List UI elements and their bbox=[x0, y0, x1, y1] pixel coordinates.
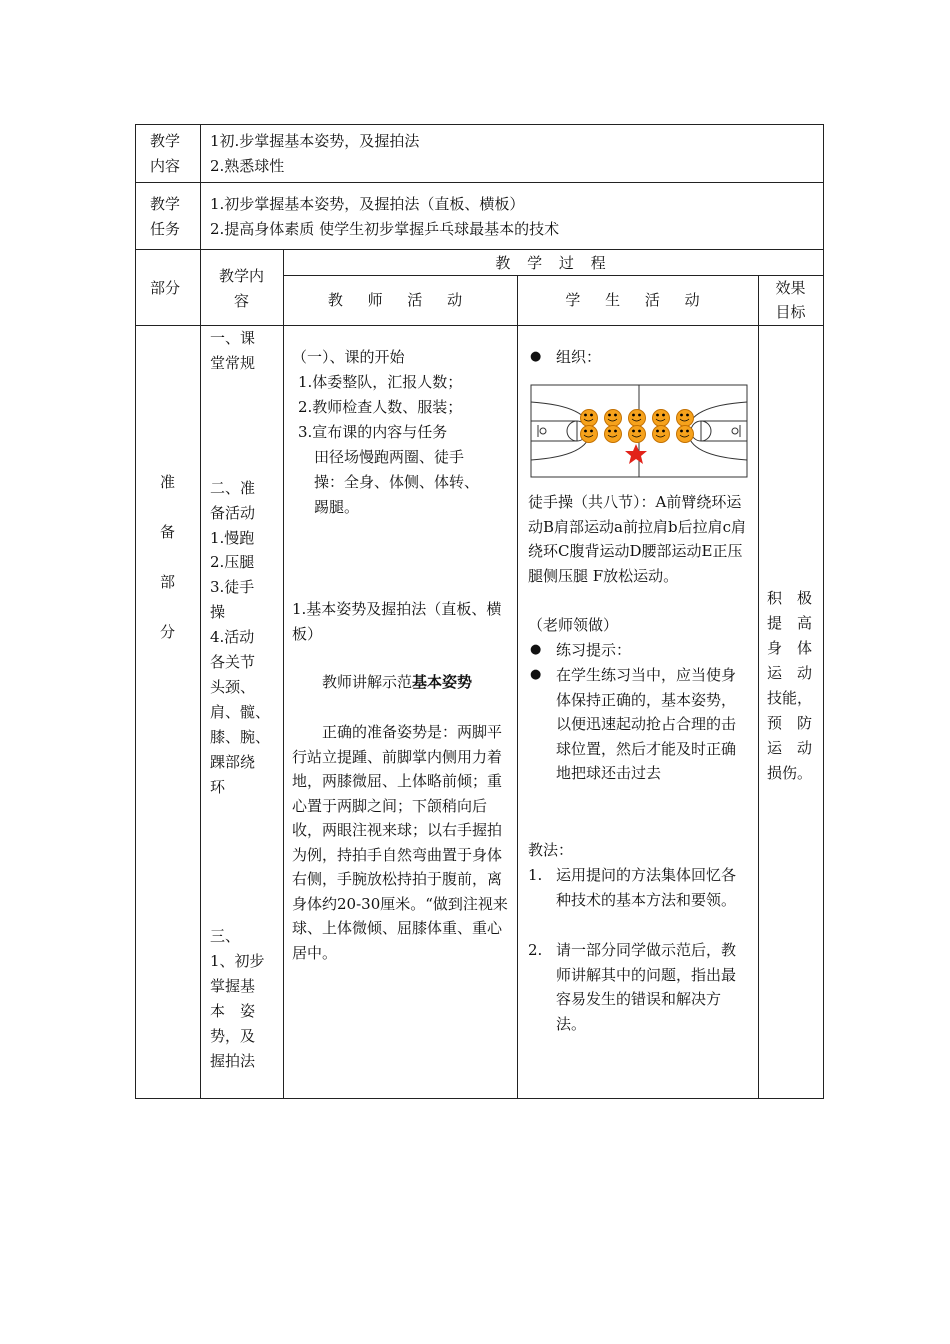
column-part: 部分 bbox=[150, 279, 181, 297]
task-label: 任务 bbox=[150, 220, 181, 238]
court-ring-left bbox=[540, 428, 546, 434]
organize-label: 组织： bbox=[556, 348, 602, 366]
method-number: 2. bbox=[528, 941, 543, 959]
exercise-text: 徒手操（共八节）：A前臂绕环运动B肩部运动a前拉肩b后拉肩c肩绕环C腹背运动D腰部运动E正压腿侧压腿 F放松运动。 bbox=[528, 493, 746, 585]
teacher-item-cont: 踢腿。 bbox=[314, 498, 360, 516]
bullet-icon: ● bbox=[530, 642, 542, 657]
task-label: 教学 bbox=[150, 195, 181, 213]
column-teacher: 教 师 活 动 bbox=[327, 291, 473, 309]
part-name: 准 bbox=[159, 473, 175, 491]
tip-text: 在学生练习当中，应当使身体保持正确的，基本姿势，以便迅速起动抢占合理的击球位置，然后才能及时正确地把球还击过去 bbox=[556, 666, 737, 782]
part-name: 备 bbox=[159, 523, 175, 541]
smiley-faces bbox=[580, 409, 694, 443]
column-content: 容 bbox=[233, 292, 249, 310]
task-line: 1.初步掌握基本姿势，及握拍法（直板、横板） bbox=[210, 195, 525, 213]
tip-title: 练习提示： bbox=[556, 641, 632, 659]
content-label: 教学 bbox=[150, 132, 181, 150]
teacher-lead: （老师领做） bbox=[528, 616, 619, 634]
bullet-icon: ● bbox=[530, 667, 542, 682]
method-number: 1. bbox=[528, 866, 543, 884]
method-title: 教法： bbox=[528, 841, 574, 859]
method-item: 运用提问的方法集体回忆各种技术的基本方法和要领。 bbox=[556, 866, 737, 909]
demo-line bbox=[292, 670, 510, 695]
column-student: 学 生 活 动 bbox=[565, 291, 710, 309]
demo-bold: 基本姿势 bbox=[412, 673, 473, 691]
court-ring-right bbox=[732, 428, 738, 434]
bullet-icon: ● bbox=[530, 349, 542, 364]
teacher-item-cont: 操：全身、体侧、体转、 bbox=[314, 473, 480, 491]
teacher-section-title: （一）、课的开始 bbox=[292, 348, 405, 366]
teacher-item: 1.体委整队，汇报人数； bbox=[298, 373, 463, 391]
part-name: 部 bbox=[159, 573, 175, 591]
task-line: 2.提高身体素质 使学生初步掌握乒乓球最基本的技术 bbox=[210, 220, 560, 238]
column-effect: 效果 bbox=[775, 279, 806, 297]
column-content: 教学内 bbox=[218, 267, 264, 285]
content-line: 1初.步掌握基本姿势，及握拍法 bbox=[210, 132, 420, 150]
teacher-item: 2.教师检查人数、服装； bbox=[298, 398, 463, 416]
teacher-item-cont: 田径场慢跑两圈、徒手 bbox=[314, 448, 465, 466]
column-process: 教 学 过 程 bbox=[495, 254, 612, 272]
content-line: 2.熟悉球性 bbox=[210, 157, 285, 175]
content-label: 内容 bbox=[150, 157, 181, 175]
teacher-item: 3.宣布课的内容与任务 bbox=[298, 423, 448, 441]
part-name: 分 bbox=[159, 623, 175, 641]
demo-prefix: 教师讲解示范 bbox=[322, 673, 413, 691]
column-effect: 目标 bbox=[775, 303, 806, 321]
method-item: 请一部分同学做示范后，教师讲解其中的问题，指出最容易发生的错误和解决方法。 bbox=[556, 941, 737, 1033]
posture-title: 1.基本姿势及握拍法（直板、横板） bbox=[292, 600, 502, 643]
posture-text: 正确的准备姿势是：两脚平行站立提踵、前脚掌内侧用力着地，两膝微屈、上体略前倾；重心置于两脚之间；下颌稍向后收，两眼注视来球；以右手握拍为例，持拍手自然弯曲置于身体右侧，手腕放松持拍于腹前，离身体约20-30厘米。“做到注视来球、上体微倾、屈膝体重、重心居中。 bbox=[292, 723, 508, 962]
star-icon bbox=[623, 443, 649, 465]
